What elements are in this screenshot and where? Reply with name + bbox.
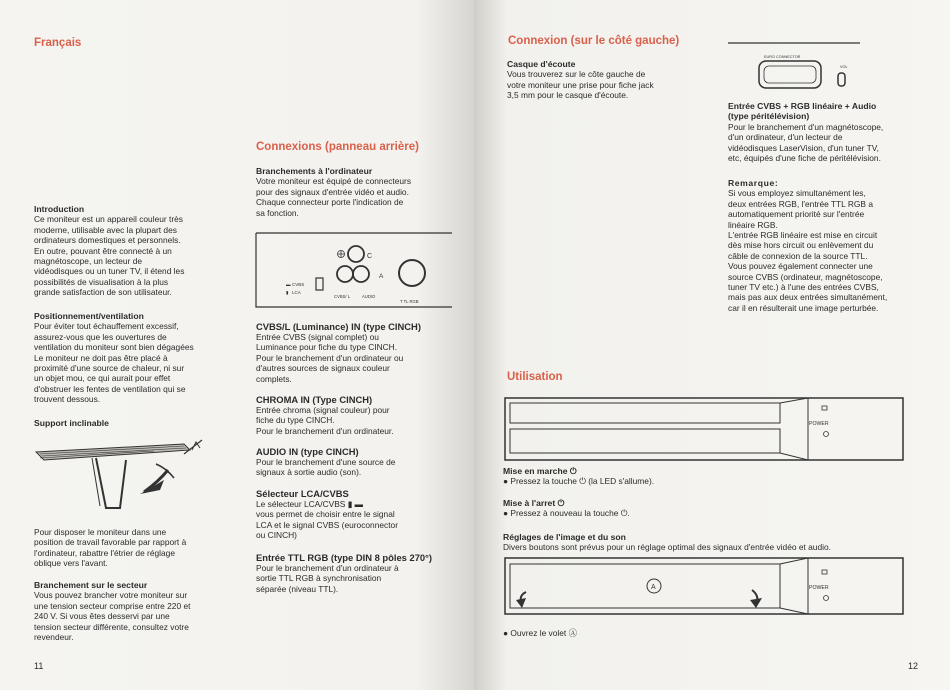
section-title: Réglages de l'image et du son bbox=[503, 532, 626, 542]
section-selecteur bbox=[256, 488, 466, 541]
section-title: Branchement sur le secteur bbox=[34, 580, 148, 590]
power-led bbox=[822, 570, 827, 574]
audio-socket bbox=[353, 266, 369, 282]
page-number: 11 bbox=[34, 661, 44, 671]
remarque-title: Remarque: bbox=[728, 178, 779, 188]
svg-text:EURO CONNECTOR: EURO CONNECTOR bbox=[764, 55, 801, 59]
section-title: Casque d'écoute bbox=[507, 59, 576, 69]
euro-connector-illustration bbox=[724, 38, 864, 98]
section-title: Branchements à l'ordinateur bbox=[256, 166, 373, 176]
section-euro bbox=[728, 101, 928, 163]
paragraph: ● Pressez la touche ⏻ (la LED s'allume). bbox=[503, 476, 655, 487]
tilt-support-illustration bbox=[34, 434, 214, 514]
left-page bbox=[0, 0, 474, 690]
connexions-heading: Connexions (panneau arrière) bbox=[256, 141, 419, 153]
headphone-jack bbox=[838, 73, 845, 86]
svg-text:AUDIO: AUDIO bbox=[362, 294, 376, 299]
scart-socket bbox=[759, 61, 821, 88]
section-title: Positionnement/ventilation bbox=[34, 311, 144, 321]
section-arret bbox=[503, 498, 903, 519]
section-marche bbox=[503, 466, 903, 487]
svg-text:LCA: LCA bbox=[292, 290, 301, 295]
svg-text:POWER: POWER bbox=[809, 421, 829, 427]
power-led bbox=[822, 406, 827, 410]
chroma-socket bbox=[348, 246, 364, 262]
section-title: Entrée TTL RGB (type DIN 8 pôles 270°) bbox=[256, 552, 433, 563]
section-secteur bbox=[34, 580, 244, 642]
section-title: Entrée CVBS + RGB linéaire + Audio (type péritélévision) bbox=[728, 101, 877, 122]
paragraph: Ce moniteur est un appareil couleur très moderne, utilisable avec la plupart des ordinateurs domestiques et personnels. En outre, pouvant être connecté à un magnétoscope, un lecteur de vidéodisques ou un tuner TV, il étend les possibilités de visualisation à la plus grande satisfaction de son utilisateur. bbox=[34, 214, 185, 298]
paragraph: Pour le branchement d'un ordinateur à sortie TTL RGB à synchronisation séparée (niveau TTL). bbox=[256, 563, 399, 594]
paragraph: Pour disposer le moniteur dans une position de travail favorable par rapport à l'ordinateur, rabattre l'étrier de réglage oblique vers l'avant. bbox=[34, 527, 187, 569]
section-title: CVBS/L (Luminance) IN (type CINCH) bbox=[256, 321, 421, 332]
right-page bbox=[474, 0, 950, 690]
connexion-gauche-heading: Connexion (sur le côté gauche) bbox=[508, 35, 680, 47]
section-chroma bbox=[256, 394, 466, 436]
svg-text:C: C bbox=[367, 253, 373, 260]
svg-text:VOL: VOL bbox=[840, 65, 848, 69]
section-reglages bbox=[503, 532, 923, 553]
section-title: AUDIO IN (type CINCH) bbox=[256, 446, 359, 457]
section-title: Mise à l'arret ⏻ bbox=[503, 498, 565, 508]
svg-text:▮: ▮ bbox=[286, 290, 289, 295]
rear-panel-illustration bbox=[254, 230, 454, 312]
power-button bbox=[824, 596, 829, 601]
section-cvbs bbox=[256, 321, 466, 384]
section-volet bbox=[503, 628, 803, 638]
lca-cvbs-switch bbox=[316, 278, 323, 290]
front-panel-open-illustration bbox=[504, 556, 904, 622]
language-heading: Français bbox=[34, 37, 82, 49]
paragraph: Si vous employez simultanément les, deux entrées RGB, l'entrée TTL RGB a automatiquement priorité sur l'entrée linéaire RGB. L'entrée RGB linéaire est mise en circuit dès mise hors circuit ou enlèvement du câble de connexion de la source TTL. Vous pouvez également connecter une source CVBS (ordinateur, magnétoscope, tuner TV etc.) à l'une des entrées CVBS, mais pas aux deux entrées simultanément, car il en résulterait une image perturbée. bbox=[728, 188, 888, 313]
section-support-title bbox=[34, 418, 109, 428]
paragraph: Pour éviter tout échauffement excessif, assurez-vous que les ouvertures de ventilation du moniteur sont bien dégagées Le moniteur ne doit pas être placé à proximité d'une source de chaleur, ni sur un objet mou, ce qui aurait pour effet d'obstruer les fentes de ventilation qui se trouvent dessous. bbox=[34, 321, 194, 405]
utilisation-heading: Utilisation bbox=[507, 371, 563, 383]
section-introduction bbox=[34, 204, 244, 298]
section-support-text bbox=[34, 527, 244, 569]
section-title: Sélecteur LCA/CVBS bbox=[256, 488, 349, 499]
paragraph: Entrée CVBS (signal complet) ou Luminance pour fiche du type CINCH. Pour le branchement d'un ordinateur ou d'autres sources de signaux couleur complets. bbox=[256, 332, 404, 384]
front-panel-illustration bbox=[504, 396, 904, 462]
section-ttl bbox=[256, 552, 471, 594]
paragraph: ● Ouvrez le volet Ⓐ bbox=[503, 628, 577, 638]
paragraph: Pour le branchement d'une source de signaux à sortie audio (son). bbox=[256, 457, 396, 478]
section-ordinateur bbox=[256, 166, 461, 218]
section-title: Support inclinable bbox=[34, 418, 109, 428]
ttl-din-socket bbox=[399, 260, 425, 286]
svg-text:CVBS/ L: CVBS/ L bbox=[334, 294, 351, 299]
paragraph: Pour le branchement d'un magnétoscope, d'un ordinateur, d'un lecteur de vidéodisques LaserVision, d'un tuner TV, etc, équipés d'une fiche de péritélévision. bbox=[728, 121, 884, 164]
paragraph: Votre moniteur est équipé de connecteurs pour des signaux d'entrée vidéo et audio. Chaque connecteur porte l'indication de sa fonction. bbox=[256, 176, 412, 218]
paragraph: Vous pouvez brancher votre moniteur sur une tension secteur comprise entre 220 et 240 V. Si vous êtes desservi par une tension secteur différente, consultez votre revendeur. bbox=[34, 590, 191, 643]
section-remarque bbox=[728, 178, 928, 313]
section-title: CHROMA IN (Type CINCH) bbox=[256, 394, 373, 405]
power-button bbox=[824, 432, 829, 437]
svg-text:A: A bbox=[379, 273, 384, 280]
paragraph: Entrée chroma (signal couleur) pour fiche du type CINCH. Pour le branchement d'un ordinateur. bbox=[256, 405, 394, 436]
section-title: Introduction bbox=[34, 204, 85, 214]
svg-text:T TL RGB: T TL RGB bbox=[400, 299, 419, 304]
paragraph: ● Pressez à nouveau la touche ⏻. bbox=[503, 508, 630, 519]
section-casque bbox=[507, 59, 717, 101]
section-positionnement bbox=[34, 311, 244, 405]
paragraph: Divers boutons sont prévus pour un réglage optimal des signaux d'entrée vidéo et audio. bbox=[503, 542, 831, 553]
section-title: Mise en marche ⏻ bbox=[503, 466, 577, 476]
cvbs-socket bbox=[337, 266, 353, 282]
paragraph: Le sélecteur LCA/CVBS ▮ ▬ vous permet de choisir entre le signal LCA et le signal CVBS (euroconnector ou CINCH) bbox=[256, 499, 398, 541]
svg-text:CVBS: CVBS bbox=[292, 282, 305, 287]
section-audio bbox=[256, 446, 466, 478]
svg-text:POWER: POWER bbox=[809, 585, 829, 591]
svg-text:A: A bbox=[651, 584, 656, 591]
page-number: 12 bbox=[908, 661, 919, 671]
paragraph: Vous trouverez sur le côte gauche de votre moniteur une prise pour fiche jack 3,5 mm pour le casque d'écoute. bbox=[507, 69, 654, 101]
svg-text:▬: ▬ bbox=[286, 282, 291, 287]
